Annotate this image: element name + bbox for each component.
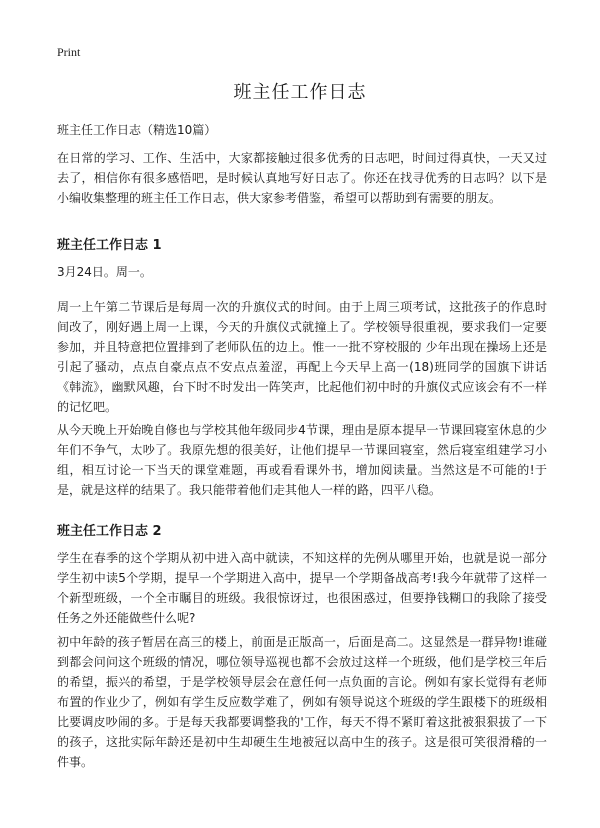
section-heading-2: 班主任工作日志 2 xyxy=(57,524,162,539)
section-1-date: 3月24日。周一。 xyxy=(57,265,152,279)
section-2-paragraph-1: 学生在春季的这个学期从初中进入高中就读，不知这样的先例从哪里开始，也就是说一部分学生初中读5个学期，提早一个学期进入高中，提早一个学期备战高考!我今年就带了这样一个新型班级，一个全市瞩目的班级。我很惊讶过，也很困惑过，但要挣钱糊口的我除了接受任务之外还能做些什么呢? xyxy=(57,551,547,625)
section-1-paragraph-2: 从今天晚上开始晚自修也与学校其他年级同步4节课，理由是原本提早一节课回寝室休息的少年们不争气，太吵了。我原先想的很美好，让他们提早一节课回寝室，然后寝室组建学习小组，相互讨论一下当天的课堂难题，再或看看课外书，增加阅读量。当然这是不可能的!于是，就是这样的结果了。我只能带着他们走其他人一样的路，四平八稳。 xyxy=(57,423,547,497)
section-2-paragraph-2: 初中年龄的孩子暂居在高三的楼上，前面是正版高一，后面是高二。这显然是一群异物!谁碰到都会问问这个班级的情况，哪位领导巡视也都不会放过这样一个班级，他们是学校三年后的希望，振兴的希望，于是学校领导层会在意任何一点负面的言论。例如有家长觉得有老师布置的作业少了，例如有学生反应数学难了，例如有领导说这个班级的学生跟楼下的班级相比要调皮吵闹的多。于是每天我都要调整我的'工作，每天不得不紧盯着这批被狠狠拔了一下的孩子，这批实际年龄还是初中生却硬生生地被冠以高中生的孩子。这是很可笑很滑稽的一件事。 xyxy=(57,635,547,769)
section-1-paragraph-1: 周一上午第二节课后是每周一次的升旗仪式的时间。由于上周三项考试，这批孩子的作息时间改了，刚好遇上周一上课，今天的升旗仪式就撞上了。学校领导很重视，要求我们一定要参加，并且特意把位置排到了老师队伍的边上。惟一一批不穿校服的 少年出现在操场上还是引起了骚动，点点自豪点点不安点点羞涩，再配上今天早上高一(18)班同学的国旗下讲话《韩流》，幽默风趣，台下时不时发出一阵笑声，比起他们初中时的升旗仪式应该会有不一样的记忆吧。 xyxy=(57,300,547,414)
intro-paragraph: 在日常的学习、工作、生活中，大家都接触过很多优秀的日志吧，时间过得真快，一天又过去了，相信你有很多感悟吧，是时候认真地写好日志了。你还在找寻优秀的日志吗？以下是小编收集整理的班主任工作日志，供大家参考借鉴，希望可以帮助到有需要的朋友。 xyxy=(57,151,547,205)
section-heading-1: 班主任工作日志 1 xyxy=(57,238,162,253)
print-link[interactable]: Print xyxy=(57,45,81,59)
page-title: 班主任工作日志 xyxy=(233,82,367,103)
document-subtitle: 班主任工作日志（精选10篇） xyxy=(57,123,217,137)
